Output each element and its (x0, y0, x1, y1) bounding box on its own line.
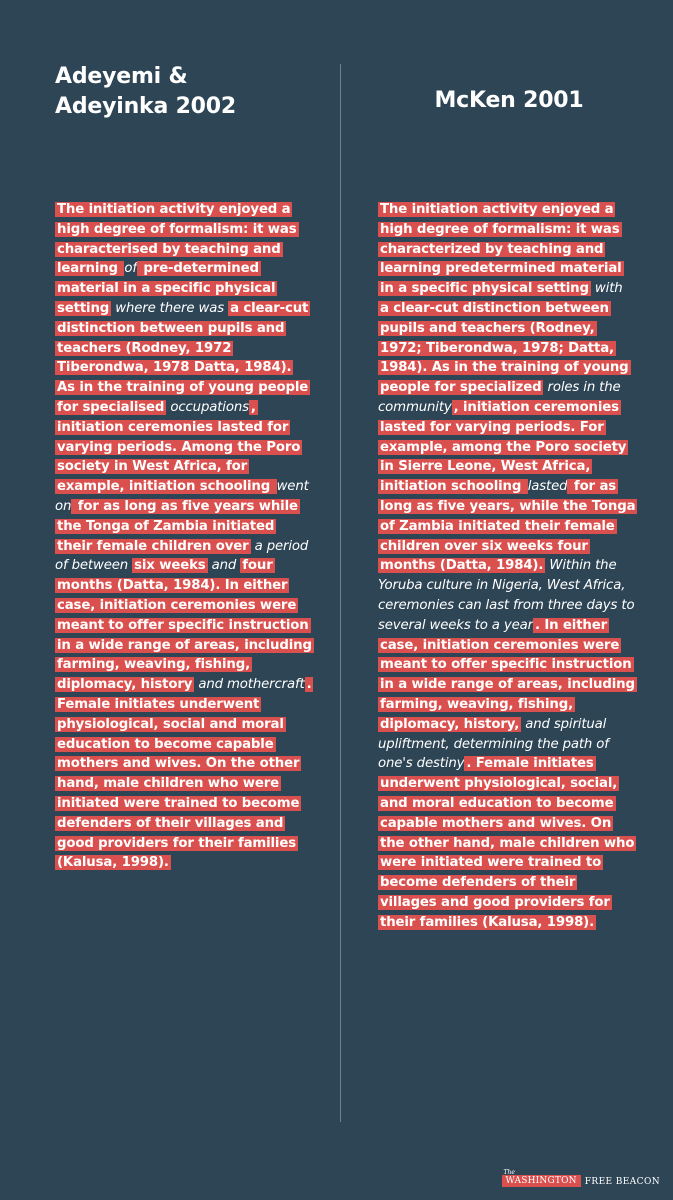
unhighlighted-segment: Within the Yoruba culture in Nigeria, West Africa, ceremonies can last from three days to several weeks to a year (378, 558, 635, 633)
left-heading-line1: Adeyemi & (55, 64, 188, 89)
highlighted-segment: , initiation ceremonies lasted for varying periods. Among the Poro society in West Africa, for example, initiation schooling (57, 399, 301, 495)
left-passage (55, 200, 313, 873)
highlighted-segment: six weeks (134, 558, 206, 574)
highlighted-segment: . Female initiates underwent physiological, social, and moral education to become capable mothers and wives. On the other hand, male children who were initiated were trained to become defenders of their villages and good providers for their families (Kalusa, 1998). (380, 756, 635, 930)
unhighlighted-segment: lasted (527, 479, 568, 495)
highlighted-segment: The initiation activity enjoyed a high degree of formalism: it was characterised by teaching and learning (57, 202, 297, 277)
logo-washington: WASHINGTON (502, 1175, 581, 1187)
unhighlighted-segment: and (207, 558, 241, 574)
highlighted-segment: for as long as five years, while the Tonga of Zambia initiated their female children over six weeks four months (Datta, 1984). (380, 479, 636, 574)
highlighted-segment: four months (Datta, 1984). In either case, initiation ceremonies were meant to offer specific instruction in a wide range of areas, including farming, weaving, fishing, diplomacy, history (57, 558, 312, 693)
highlighted-segment: for as long as five years while the Tonga of Zambia initiated their female children over (57, 498, 298, 554)
unhighlighted-segment: roles in the community (378, 380, 621, 415)
unhighlighted-segment: of (124, 261, 137, 277)
highlighted-segment: . Female initiates underwent physiological, social and moral education to become capable mothers and wives. On the other hand, male children who were initiated were trained to become defenders of their villages and good providers for their families (Kalusa, 1998). (57, 677, 312, 871)
unhighlighted-segment: went on (55, 479, 309, 514)
washington-free-beacon-logo (502, 1169, 660, 1187)
unhighlighted-segment: and spiritual upliftment, determining the path of one's destiny (378, 716, 609, 772)
highlighted-segment: a clear-cut distinction between pupils and teachers (Rodney, 1972; Tiberondwa, 1978; Datta, 1984). As in the training of young people for specialized (380, 300, 629, 396)
unhighlighted-segment: where there was (111, 300, 229, 316)
left-heading (55, 62, 317, 122)
unhighlighted-segment: occupations (166, 399, 249, 415)
highlighted-segment: . In either case, initiation ceremonies were meant to offer specific instruction in a wide range of areas, including farming, weaving, fishing, diplomacy, history, (380, 617, 635, 732)
unhighlighted-segment: with (590, 281, 623, 297)
logo-the: The (503, 1169, 515, 1176)
right-column-header (378, 62, 640, 116)
left-column-header (55, 62, 317, 122)
unhighlighted-segment: a period of between (55, 538, 309, 574)
column-divider (340, 64, 341, 1122)
left-heading-line2: Adeyinka 2002 (55, 94, 237, 119)
unhighlighted-segment: and mothercraft (194, 677, 305, 693)
right-heading: McKen 2001 (434, 88, 584, 113)
highlighted-segment: pre-determined material in a specific physical setting (57, 261, 276, 316)
highlighted-segment: , initiation ceremonies lasted for varying periods. For example, among the Poro society in Sierre Leone, West Africa, initiation schooling (380, 399, 627, 495)
logo-free-beacon: FREE BEACON (584, 1177, 660, 1187)
highlighted-segment: The initiation activity enjoyed a high degree of formalism: it was characterized by teaching and learning predetermined material in a specific physical setting (380, 202, 622, 297)
highlighted-segment: a clear-cut distinction between pupils and teachers (Rodney, 1972 Tiberondwa, 1978 Datta, 1984). As in the training of young people for specialised (57, 300, 309, 415)
right-passage (378, 200, 636, 932)
